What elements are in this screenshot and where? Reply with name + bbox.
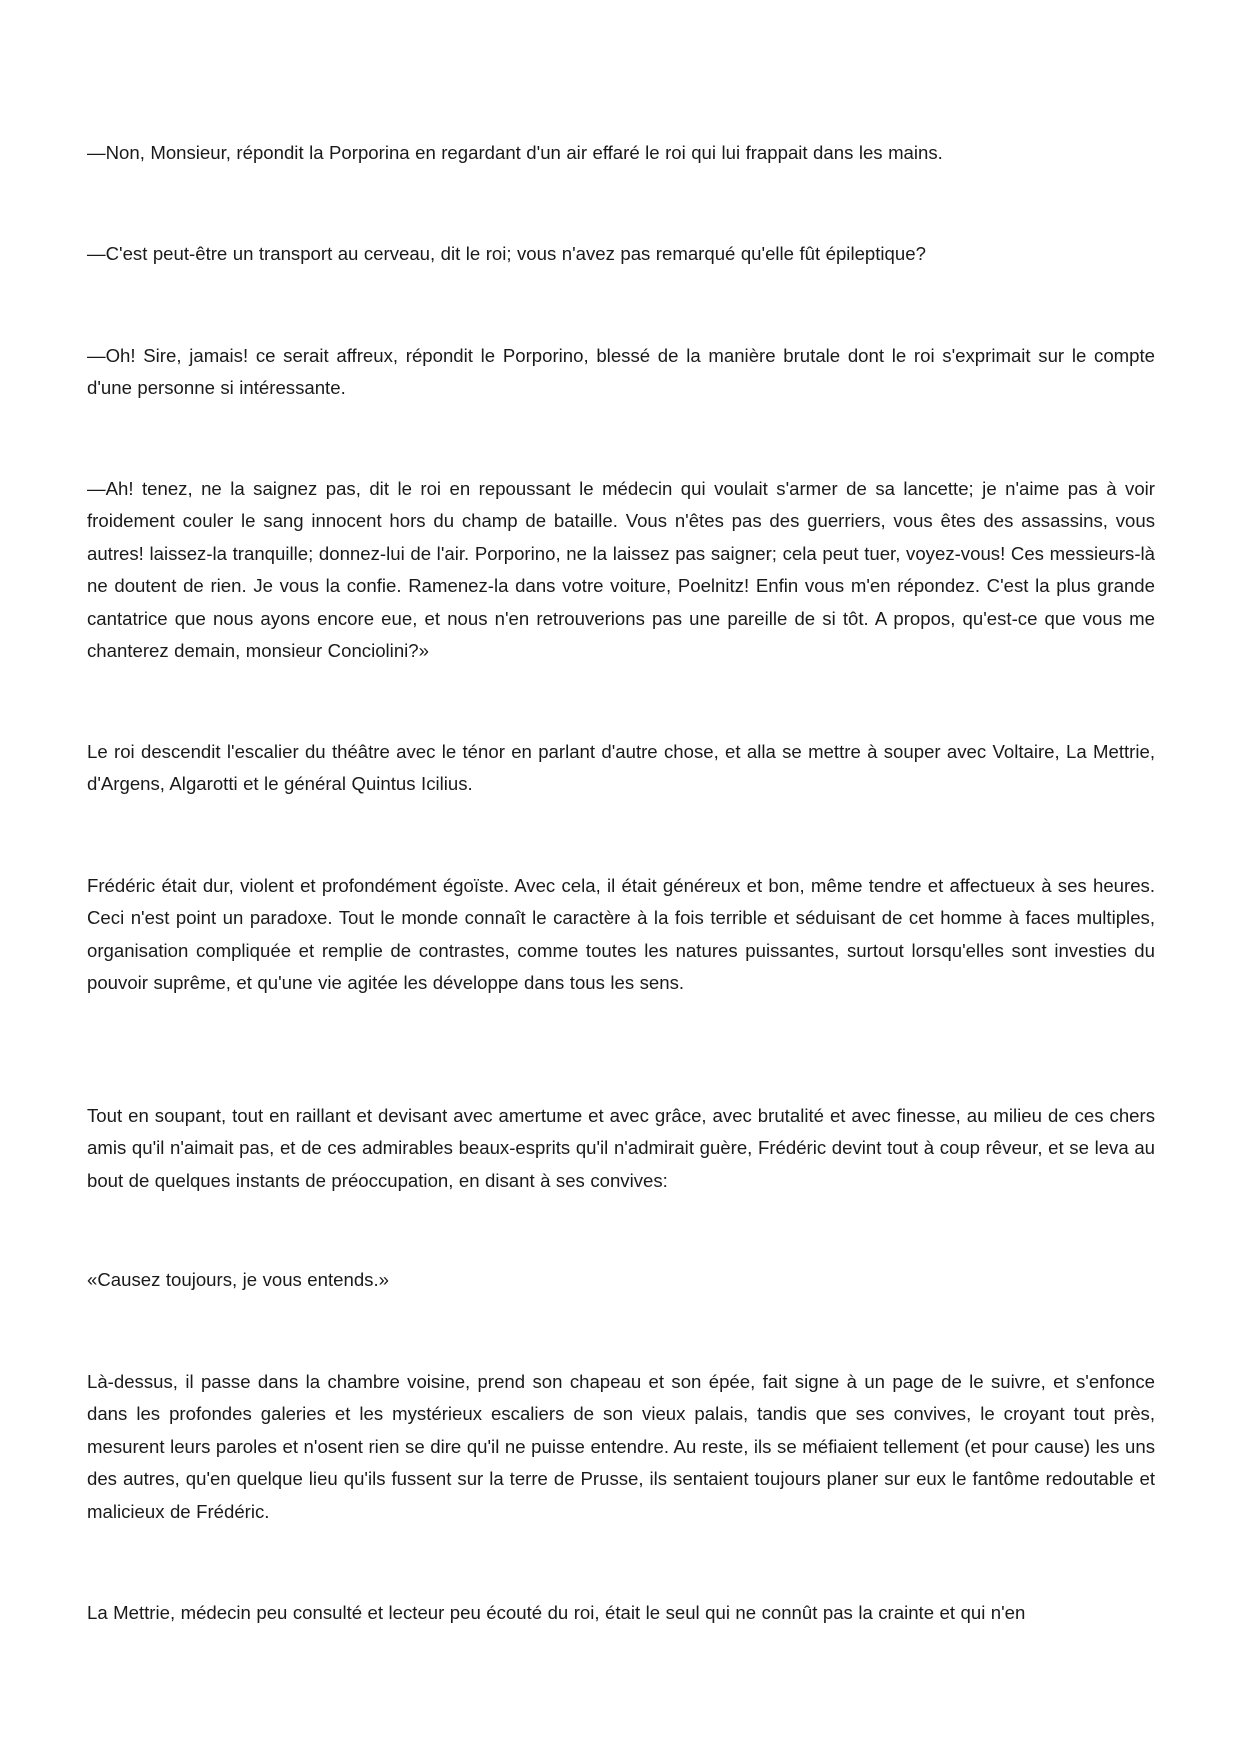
paragraph-6: Frédéric était dur, violent et profondément égoïste. Avec cela, il était généreux et bon, même tendre et affectueux à ses heures. Ceci n'est point un paradoxe. Tout le monde connaît le caractère à la fois terrible et séduisant de cet homme à faces multiples, organisation compliquée et remplie de contrastes, comme toutes les natures puissantes, surtout lorsqu'elles sont investies du pouvoir suprême, et qu'une vie agitée les développe dans tous les sens. — [87, 875, 1155, 994]
paragraph-4: —Ah! tenez, ne la saignez pas, dit le roi en repoussant le médecin qui voulait s'armer de sa lancette; je n'aime pas à voir froidement couler le sang innocent hors du champ de bataille. Vous n'êtes pas des guerriers, vous êtes des assassins, vous autres! laissez-la tranquille; donnez-lui de l'air. Porporino, ne la laissez pas saigner; cela peut tuer, voyez-vous! Ces messieurs-là ne doutent de rien. Je vous la confie. Ramenez-la dans votre voiture, Poelnitz! Enfin vous m'en répondez. C'est la plus grande cantatrice que nous ayons encore eue, et nous n'en retrouverions pas une pareille de si tôt. A propos, qu'est-ce que vous me chanterez demain, monsieur Conciolini?» — [87, 478, 1155, 662]
paragraph-10: La Mettrie, médecin peu consulté et lecteur peu écouté du roi, était le seul qui ne connût pas la crainte et qui n'en — [87, 1602, 1026, 1623]
paragraph-5: Le roi descendit l'escalier du théâtre avec le ténor en parlant d'autre chose, et alla se mettre à souper avec Voltaire, La Mettrie, d'Argens, Algarotti et le général Quintus Icilius. — [87, 741, 1155, 795]
paragraph-1: —Non, Monsieur, répondit la Porporina en regardant d'un air effaré le roi qui lui frappait dans les mains. — [87, 142, 943, 163]
paragraph-3: —Oh! Sire, jamais! ce serait affreux, répondit le Porporino, blessé de la manière brutale dont le roi s'exprimait sur le compte d'une personne si intéressante. — [87, 345, 1155, 399]
paragraph-2: —C'est peut-être un transport au cerveau, dit le roi; vous n'avez pas remarqué qu'elle fût épileptique? — [87, 243, 926, 264]
paragraph-7: Tout en soupant, tout en raillant et devisant avec amertume et avec grâce, avec brutalité et avec finesse, au milieu de ces chers amis qu'il n'aimait pas, et de ces admirables beaux-esprits qu'il n'admirait guère, Frédéric devint tout à coup rêveur, et se leva au bout de quelques instants de préoccupation, en disant à ses convives: — [87, 1105, 1155, 1191]
paragraph-9: Là-dessus, il passe dans la chambre voisine, prend son chapeau et son épée, fait signe à un page de le suivre, et s'enfonce dans les profondes galeries et les mystérieux escaliers de son vieux palais, tandis que ses convives, le croyant tout près, mesurent leurs paroles et n'osent rien se dire qu'il ne puisse entendre. Au reste, ils se méfiaient tellement (et pour cause) les uns des autres, qu'en quelque lieu qu'ils fussent sur la terre de Prusse, ils sentaient toujours planer sur eux le fantôme redoutable et malicieux de Frédéric. — [87, 1371, 1155, 1522]
paragraph-8: «Causez toujours, je vous entends.» — [87, 1269, 389, 1290]
